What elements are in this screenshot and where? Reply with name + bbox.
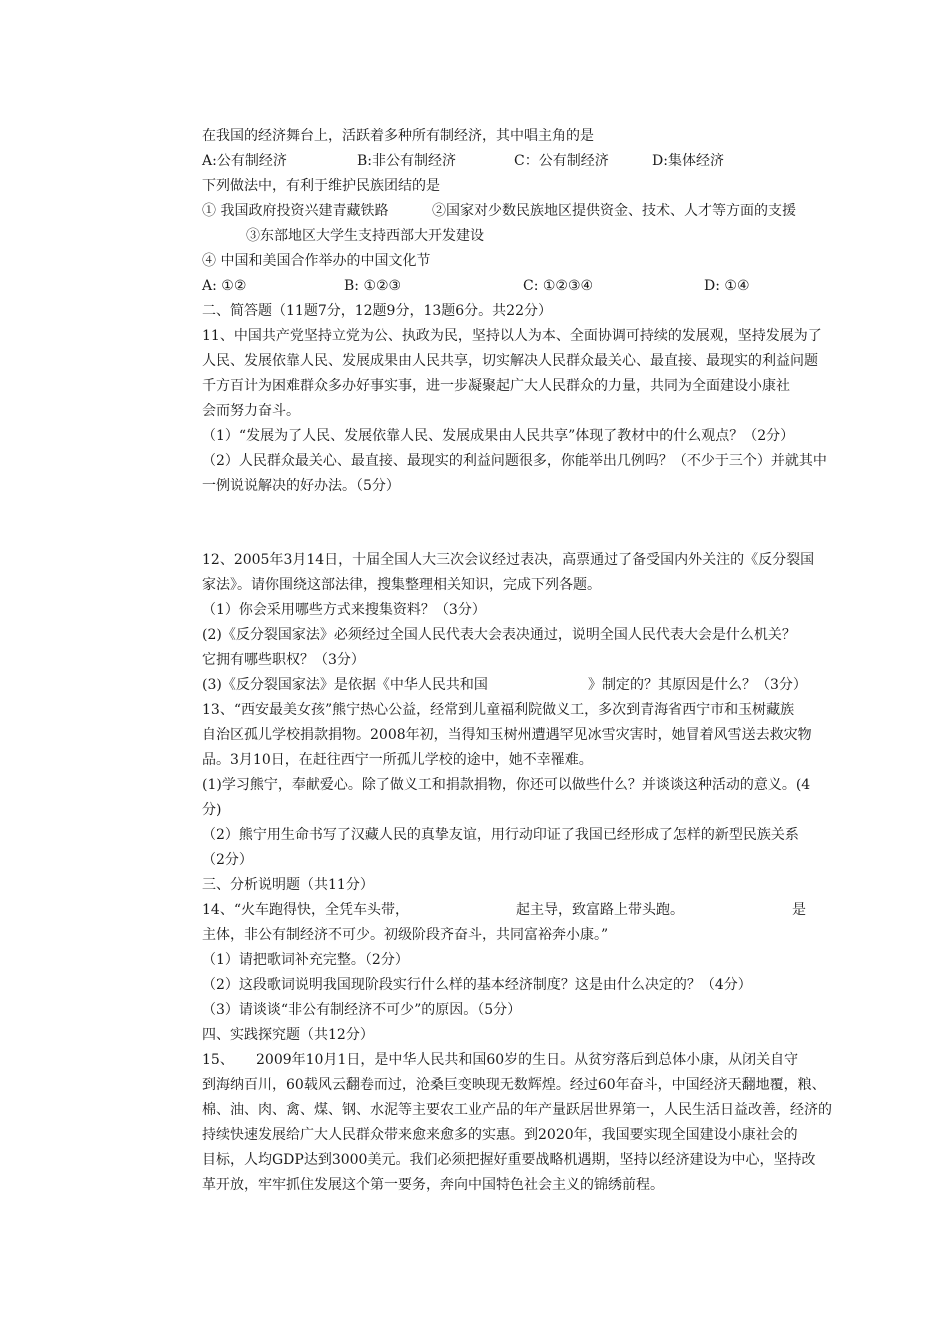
q15-line: 目标，人均GDP达到3000美元。我们必须把握好重要战略机遇期，坚持以经济建设为中心，坚持改 [202, 1152, 816, 1168]
q15-line: 革开放，牢牢抓住发展这个第一要务，奔向中国特色社会主义的锦绣前程。 [202, 1177, 664, 1193]
q14-line-2: 主体，非公有制经济不可少。初级阶段齐奋斗，共同富裕奔小康。” [202, 927, 609, 943]
q13-sub-1-cont: 分) [202, 802, 222, 818]
q10-option-c: C: ①②③④ [523, 278, 594, 294]
q15-line: 持续快速发展给广大人民群众带来愈来愈多的实惠。到2020年，我国要实现全国建设小康社会的 [202, 1127, 798, 1143]
q9-option-a: A:公有制经济 [202, 153, 287, 169]
q10-option-a: A: ①② [202, 278, 247, 294]
q9-stem: 在我国的经济舞台上，活跃着多种所有制经济，其中唱主角的是 [202, 128, 594, 144]
section-3-title: 三、分析说明题（共11分） [202, 877, 374, 893]
q11-line: 千方百计为困难群众多办好事实事，进一步凝聚起广大人民群众的力量，共同为全面建设小康社 [202, 378, 790, 394]
q15-line: 棉、油、肉、禽、煤、钢、水泥等主要农工业产品的年产量跃居世界第一，人民生活日益改善，经济的 [202, 1102, 832, 1118]
q14-line-end: 是 [792, 902, 806, 918]
q9-option-c: C：公有制经济 [514, 153, 609, 169]
q13-sub-1: (1)学习熊宁，奉献爱心。除了做义工和捐款捐物，你还可以做些什么？并谈谈这种活动的意义。(4 [202, 777, 811, 793]
q10-item-2: ②国家对少数民族地区提供资金、技术、人才等方面的支援 [432, 203, 796, 219]
q10-item-4: ④ 中国和美国合作举办的中国文化节 [202, 253, 431, 269]
section-2-title: 二、简答题（11题7分，12题9分，13题6分。共22分） [202, 303, 552, 319]
q9-option-d: D:集体经济 [652, 153, 724, 169]
section-4-title: 四、实践探究题（共12分） [202, 1027, 374, 1043]
q12-line: 12、2005年3月14日，十届全国人大三次会议经过表决，高票通过了备受国内外关注的《反分裂国 [202, 552, 815, 568]
q14-sub-2: （2）这段歌词说明我国现阶段实行什么样的基本经济制度？这是由什么决定的？（4分） [202, 977, 752, 993]
q10-option-b: B: ①②③ [344, 278, 402, 294]
q14-sub-1: （1）请把歌词补充完整。（2分） [202, 952, 409, 968]
q9-option-b: B:非公有制经济 [357, 153, 457, 169]
q11-line: 人民、发展依靠人民、发展成果由人民共享，切实解决人民群众最关心、最直接、最现实的利益问题 [202, 353, 818, 369]
q12-sub-1: （1）你会采用哪些方式来搜集资料？（3分） [202, 602, 486, 618]
q11-sub-1: （1）“发展为了人民、发展依靠人民、发展成果由人民共享”体现了教材中的什么观点？（2分） [202, 428, 795, 444]
q10-item-1: ① 我国政府投资兴建青藏铁路 [202, 203, 389, 219]
q14-line: 14、“火车跑得快，全凭车头带， [202, 902, 409, 918]
q15-line: 到海纳百川，60载风云翻卷而过，沧桑巨变映现无数辉煌。经过60年奋斗，中国经济天翻地覆，粮、 [202, 1077, 826, 1093]
q12-sub-3-cont: 》制定的？其原因是什么？（3分） [588, 677, 807, 693]
q13-sub-2: （2）熊宁用生命书写了汉藏人民的真挚友谊，用行动印证了我国已经形成了怎样的新型民族关系 [202, 827, 799, 843]
q12-line: 家法》。请你围绕这部法律，搜集整理相关知识，完成下列各题。 [202, 577, 601, 593]
q14-line-cont: 起主导，致富路上带头跑。 [516, 902, 684, 918]
q12-sub-2: (2)《反分裂国家法》必须经过全国人民代表大会表决通过，说明全国人民代表大会是什么机关？ [202, 627, 796, 643]
q11-sub-2-cont: 一例说说解决的好办法。（5分） [202, 478, 400, 494]
q15-line: 2009年10月1日，是中华人民共和国60岁的生日。从贫穷落后到总体小康，从闭关自守 [256, 1052, 799, 1068]
q13-line: 13、“西安最美女孩”熊宁热心公益，经常到儿童福利院做义工，多次到青海省西宁市和玉树藏族 [202, 702, 795, 718]
q10-option-d: D: ①④ [704, 278, 750, 294]
q12-sub-2-cont: 它拥有哪些职权？（3分） [202, 652, 365, 668]
q10-item-3: ③东部地区大学生支持西部大开发建设 [246, 228, 484, 244]
q12-sub-3: (3)《反分裂国家法》是依据《中华人民共和国 [202, 677, 488, 693]
q11-line: 11、中国共产党坚持立党为公、执政为民，坚持以人为本、全面协调可持续的发展观，坚持发展为了 [202, 328, 822, 344]
q15-number: 15、 [202, 1052, 234, 1068]
q11-line: 会而努力奋斗。 [202, 403, 300, 419]
q14-sub-3: （3）请谈谈“非公有制经济不可少”的原因。（5分） [202, 1002, 522, 1018]
q10-stem: 下列做法中，有利于维护民族团结的是 [202, 178, 440, 194]
q13-line: 自治区孤儿学校捐款捐物。2008年初，当得知玉树州遭遇罕见冰雪灾害时，她冒着风雪送去救灾物 [202, 727, 812, 743]
q13-sub-2-cont: （2分） [202, 852, 253, 868]
q13-line: 品。3月10日，在赶往西宁一所孤儿学校的途中，她不幸罹难。 [202, 752, 593, 768]
q11-sub-2: （2）人民群众最关心、最直接、最现实的利益问题很多，你能举出几例吗？（不少于三个）并就其中 [202, 453, 827, 469]
